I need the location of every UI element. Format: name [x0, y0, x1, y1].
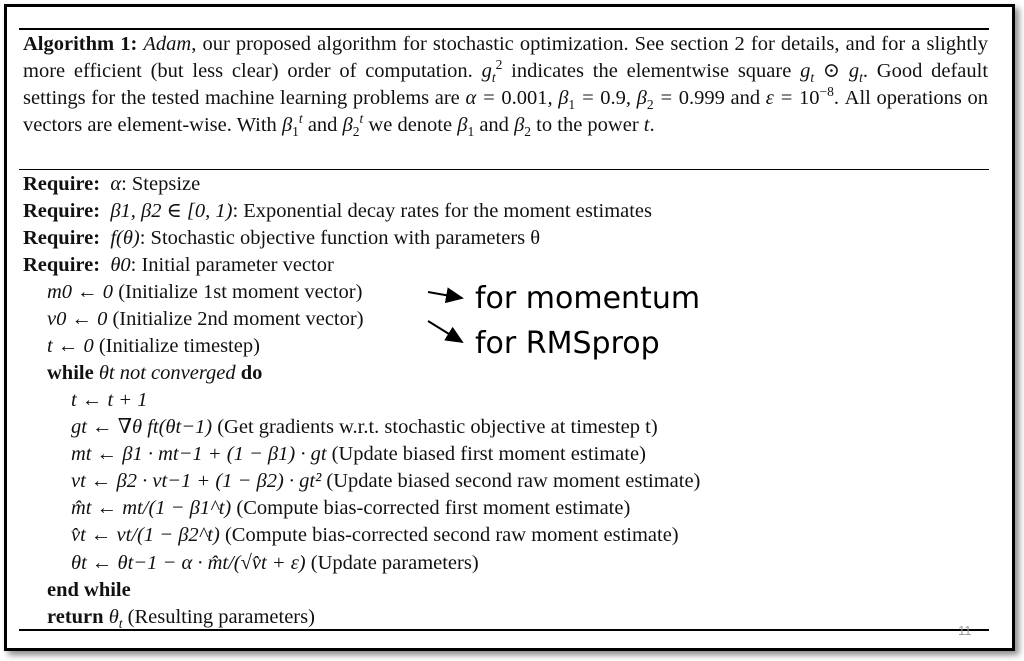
loop-text: (Get gradients w.r.t. stochastic objective at timestep t) — [212, 416, 658, 438]
page-number: 11 — [958, 623, 972, 638]
caption-sentence-4: . All operations on vectors are element-wise. With — [23, 87, 988, 136]
loop-expr: vt ← β2 · vt−1 + (1 − β2) · gt² — [71, 470, 322, 492]
init-expr: t ← 0 — [47, 335, 94, 357]
while-condition: θt not converged — [98, 362, 236, 384]
algorithm-label: Algorithm 1: — [23, 33, 138, 55]
require-label: Require: — [23, 254, 101, 276]
return-text: (Resulting parameters) — [122, 606, 315, 628]
require-text: : Initial parameter vector — [130, 254, 334, 276]
require-sym: α — [110, 173, 122, 195]
require-label: Require: — [23, 200, 101, 222]
loop-expr: gt ← ∇θ ft(θt−1) — [71, 416, 213, 438]
loop-text: (Update parameters) — [305, 552, 479, 574]
loop-text: (Compute bias-corrected second raw moment estimate) — [219, 524, 679, 546]
init-text: (Initialize 1st moment vector) — [113, 281, 363, 303]
loop-expr: mt ← β1 · mt−1 + (1 − β1) · gt — [71, 443, 327, 465]
math-beta2-t: $\beta_2^t$ — [342, 111, 364, 140]
algorithm-name: Adam — [143, 33, 192, 55]
annotation-momentum: for momentum — [475, 281, 701, 316]
caption-sentence-2: indicates the elementwise square — [511, 60, 792, 82]
annotation-rmsprop: for RMSprop — [475, 326, 660, 361]
init-expr: m0 ← 0 — [47, 281, 114, 303]
loop-expr: t ← t + 1 — [71, 389, 148, 411]
init-text: (Initialize timestep) — [93, 335, 260, 357]
math-beta2: $\beta_2$ — [514, 114, 532, 140]
caption-and-2: and — [479, 114, 509, 136]
require-text: : Stochastic objective function with parameters θ — [139, 227, 541, 249]
loop-text: (Update biased first moment estimate) — [326, 443, 646, 465]
loop-text: (Update biased second raw moment estimate) — [321, 470, 701, 492]
do-keyword: do — [240, 362, 263, 384]
math-gt-odot-gt: $g_t$ ⊙ $g_t$ — [800, 60, 863, 86]
loop-expr: v̂t ← vt/(1 − β2^t) — [71, 524, 220, 546]
math-defaults: α = 0.001, $\beta_1 = 0.9$, $\beta_2 = 0.999$ and $\varepsilon = 10^{-8}$ — [465, 84, 834, 113]
arrow-to-momentum — [428, 292, 462, 298]
math-beta1-t: $\beta_1^t$ — [281, 111, 303, 140]
caption-sentence-1: , our proposed algorithm for stochastic optimization. See section 2 for details, and for a slightly more efficient (but less clear) order of computation. — [23, 33, 989, 82]
algorithm-caption: Algorithm 1: Adam, our proposed algorithm for stochastic optimization. See section 2 for details, and for a slightly more efficient (but less clear) order of computation. $g_t^2$ indicates the elementwise square $g_t$ ⊙ $g_t$. Good default settings for the tested machine learning problems are α = 0.001, $\beta_1 = 0.9$, $\beta_2 = 0.999$ and $\varepsilon = 10^{-8}$. All operations on vectors are element-wise. With $\beta_1^t$ and $\beta_2^t$ we denote $\beta_1$ and $\beta_2$ to the power t. — [23, 33, 989, 140]
init-expr: v0 ← 0 — [47, 308, 108, 330]
loop-expr: m̂t ← mt/(1 − β1^t) — [71, 497, 232, 519]
require-sym: β1, β2 ∈ [0, 1) — [110, 200, 233, 222]
loop-text: (Compute bias-corrected first moment estimate) — [231, 497, 631, 519]
require-label: Require: — [23, 227, 101, 249]
end-while: end while — [47, 579, 131, 601]
require-sym: θ0 — [110, 254, 131, 276]
require-text: : Exponential decay rates for the moment estimates — [232, 200, 653, 222]
math-beta1: $\beta_1$ — [457, 114, 475, 140]
arrow-to-rmsprop — [428, 321, 462, 342]
caption-and: and — [307, 114, 338, 136]
require-sym: f(θ) — [110, 227, 140, 249]
math-t: t — [643, 114, 650, 136]
math-gt-squared: $g_t^2$ — [481, 57, 503, 86]
return-keyword: return — [47, 606, 104, 628]
init-text: (Initialize 2nd moment vector) — [107, 308, 364, 330]
caption-we-denote: we denote — [368, 114, 453, 136]
loop-expr: θt ← θt−1 − α · m̂t/(√v̂t + ε) — [71, 552, 306, 574]
require-text: : Stepsize — [121, 173, 201, 195]
return-theta: $\theta_t$ — [108, 606, 123, 632]
while-keyword: while — [47, 362, 94, 384]
caption-sentence-3: . Good default settings for the tested machine learning problems are — [23, 60, 989, 109]
caption-to-power: to the power — [536, 114, 639, 136]
require-label: Require: — [23, 173, 101, 195]
